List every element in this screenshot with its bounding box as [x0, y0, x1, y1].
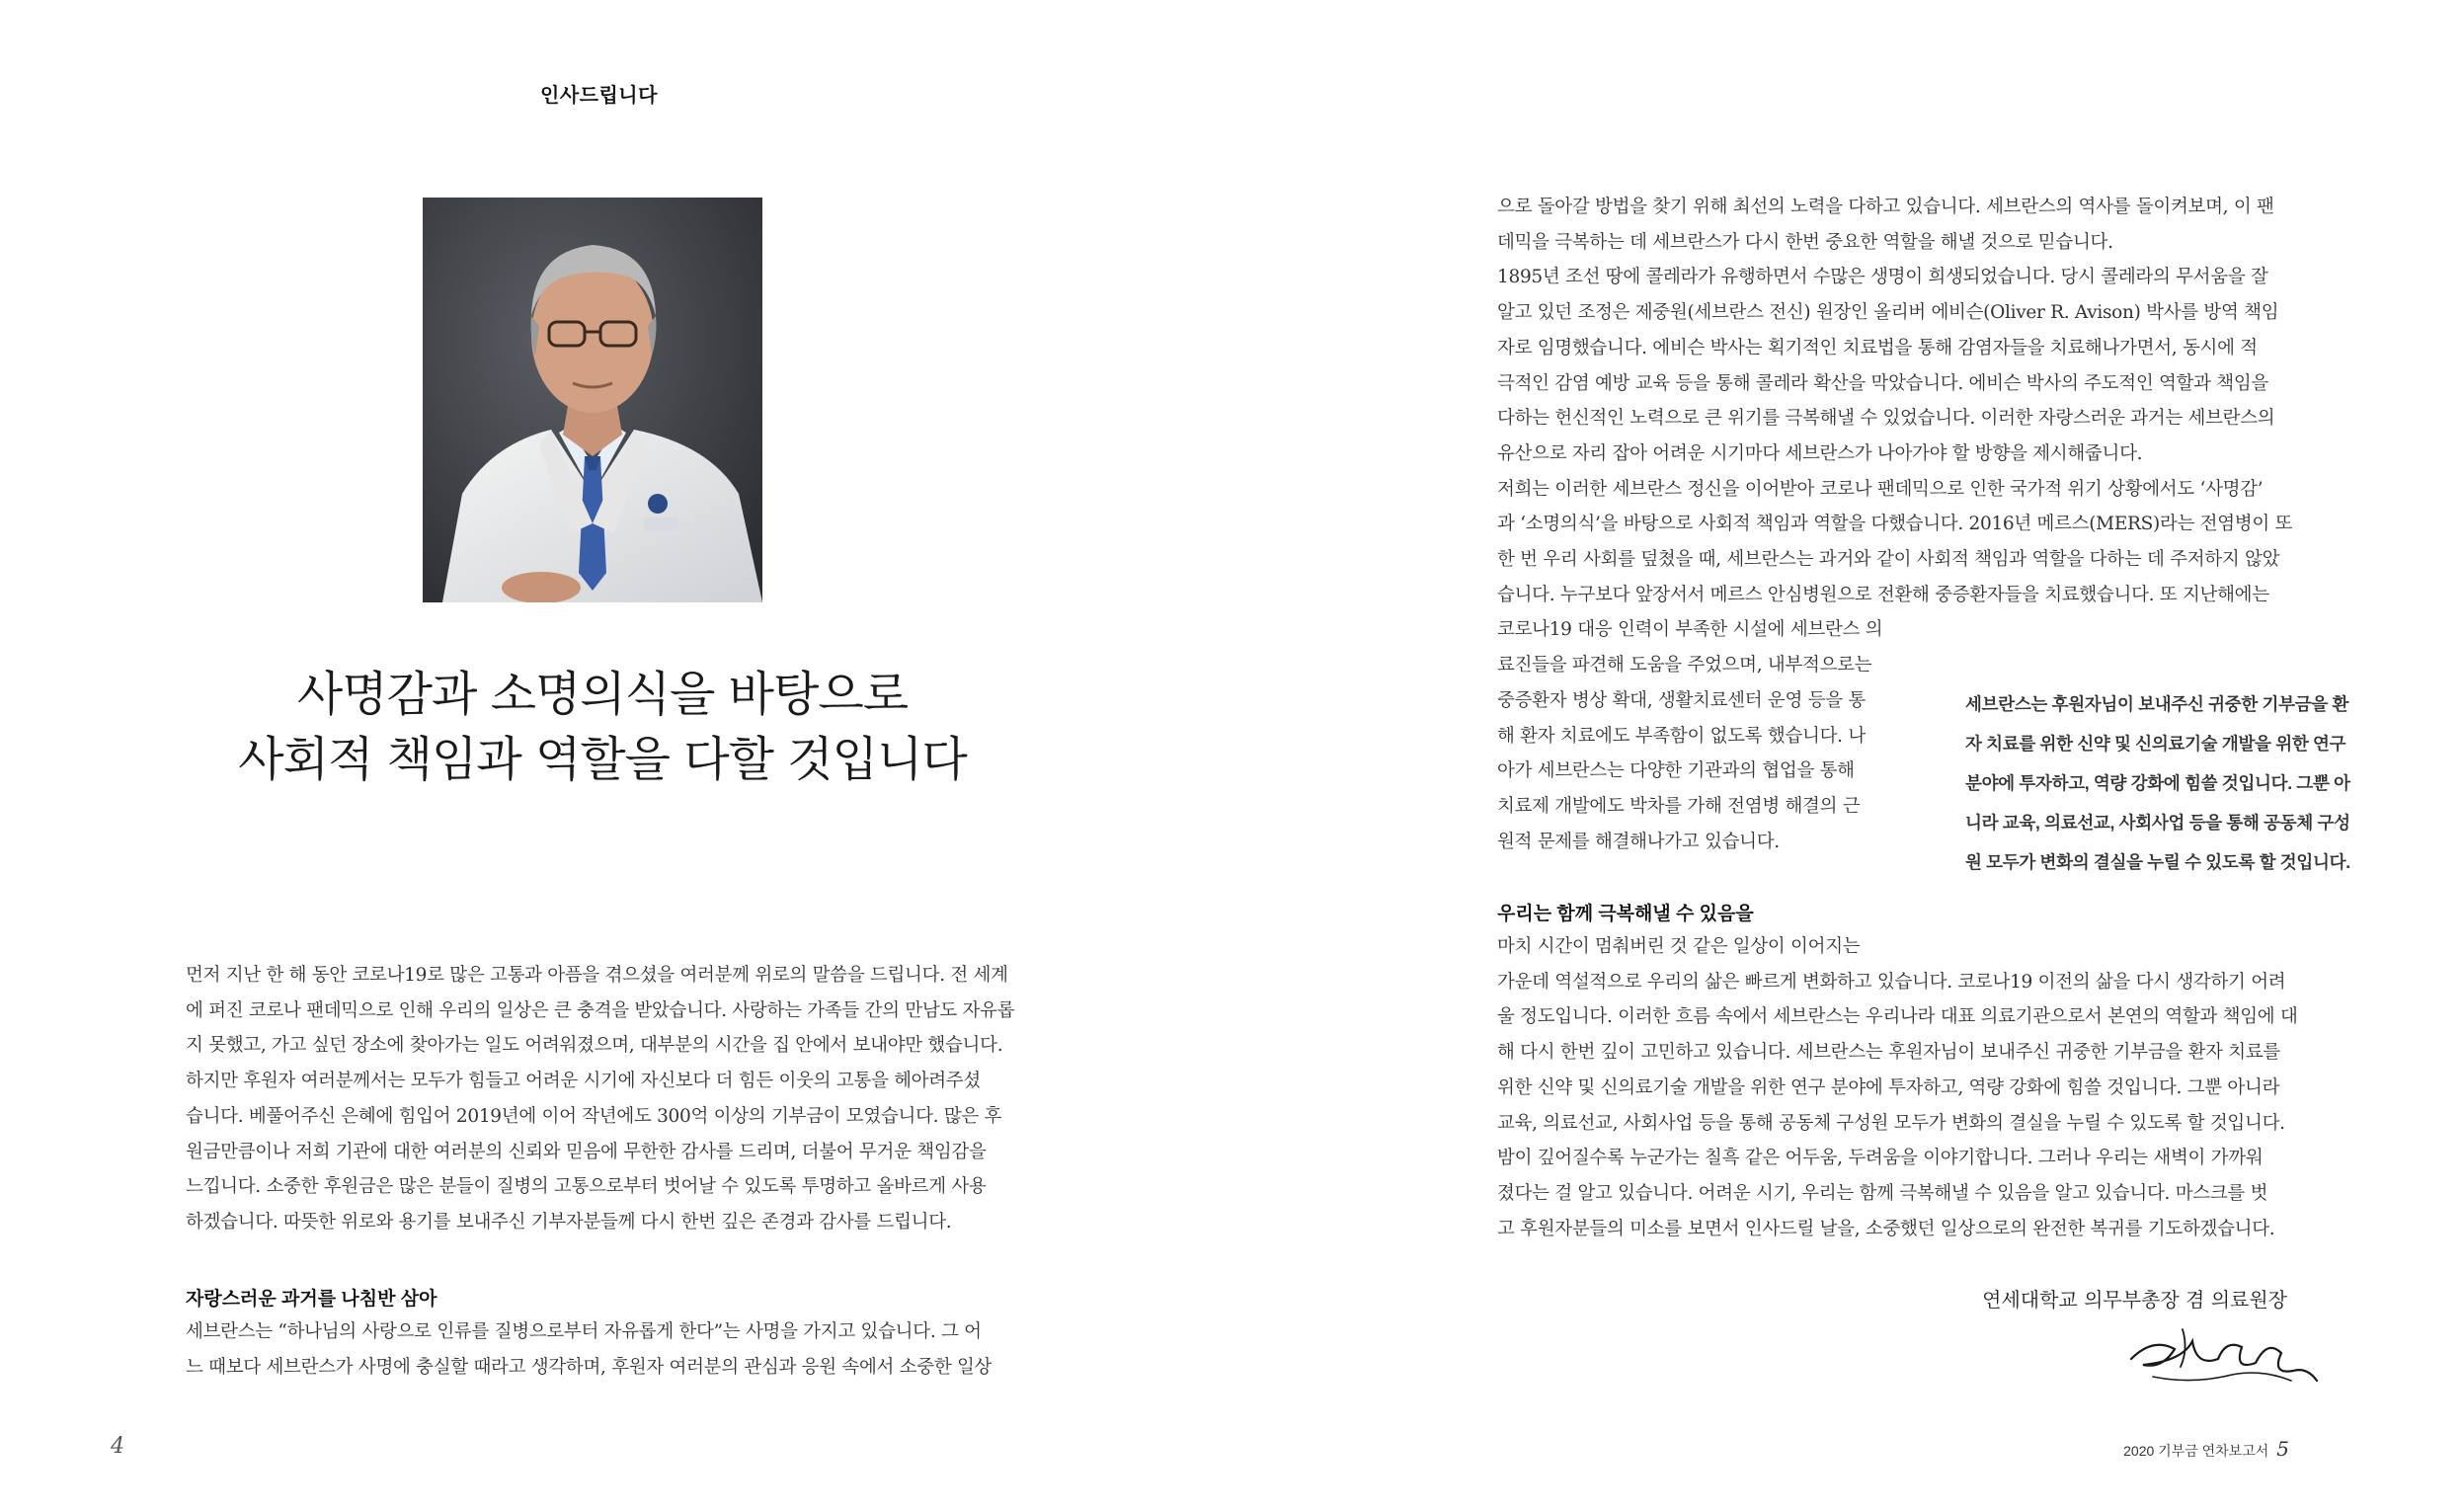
text-line: 으로 돌아갈 방법을 찾기 위해 최선의 노력을 다하고 있습니다. 세브란스의 역사를 돌이켜보며, 이 팬: [1497, 197, 2274, 217]
section-label: 인사드립니다: [540, 85, 658, 107]
pull-quote-line: 세브란스는 후원자님이 보내주신 귀중한 기부금을 환: [1965, 694, 2349, 714]
text-line: 유산으로 자리 잡아 어려운 시기마다 세브란스가 나아가야 할 방향을 제시해줍니다.: [1497, 442, 2143, 464]
text-line: 고 후원자분들의 미소를 보면서 인사드릴 날을, 소중했던 일상으로의 완전한 복귀를 기도하겠습니다.: [1497, 1218, 2275, 1239]
pull-quote-line: 자 치료를 위한 신약 및 신의료기술 개발을 위한 연구: [1965, 734, 2346, 754]
headline-line-1: 사명감과 소명의식을 바탕으로: [296, 667, 909, 722]
text-line: 과 ‘소명의식’을 바탕으로 사회적 책임과 역할을 다했습니다. 2016년 메르스(MERS)라는 전염병이 또: [1497, 514, 2293, 535]
text-line: 치료제 개발에도 박차를 가해 전염병 해결의 근: [1497, 795, 1861, 817]
signature: [2123, 1319, 2321, 1398]
signer-title: 연세대학교 의무부총장 겸 의료원장: [1982, 1288, 2287, 1312]
text-line: 가운데 역설적으로 우리의 삶은 빠르게 변화하고 있습니다. 코로나19 이전의 삶을 다시 생각하기 어려: [1497, 971, 2286, 993]
text-line: 졌다는 걸 알고 있습니다. 어려운 시기, 우리는 함께 극복해낼 수 있음을 알고 있습니다. 마스크를 벗: [1497, 1182, 2268, 1204]
pull-quote-line: 니라 교육, 의료선교, 사회사업 등을 통해 공동체 구성: [1965, 813, 2350, 833]
subheading-together: 우리는 함께 극복해낼 수 있음을: [1497, 904, 1754, 924]
text-line: 아가 세브란스는 다양한 기관과의 협업을 통해: [1497, 760, 1855, 782]
text-line: 1895년 조선 땅에 콜레라가 유행하면서 수많은 생명이 희생되었습니다. 당시 콜레라의 무서움을 잘: [1497, 267, 2268, 288]
text-line: 료진들을 파견해 도움을 주었으며, 내부적으로는: [1497, 655, 1872, 676]
footer-right: [2123, 1437, 2289, 1461]
signature-icon: [2123, 1319, 2321, 1398]
text-line: 해 다시 한번 깊이 고민하고 있습니다. 세브란스는 후원자님이 보내주신 귀중한 기부금을 환자 치료를: [1497, 1042, 2280, 1064]
text-line: 데믹을 극복하는 데 세브란스가 다시 한번 중요한 역할을 해낼 것으로 믿습니다.: [1497, 231, 2113, 253]
text-line: 알고 있던 조정은 제중원(세브란스 전신) 원장인 올리버 에비슨(Oliver R. Avison) 박사를 방역 책임: [1497, 302, 2279, 324]
closing-paragraph: [1497, 929, 2298, 1246]
text-line: 원금만큼이나 저희 기관에 대한 여러분의 신뢰와 믿음에 무한한 감사를 드리며, 더불어 무거운 책임감을: [186, 1141, 987, 1162]
text-line: 극적인 감염 예방 교육 등을 통해 콜레라 확산을 막았습니다. 에비슨 박사의 주도적인 역할과 책임을: [1497, 372, 2268, 394]
text-line: 원적 문제를 해결해나가고 있습니다.: [1497, 831, 1780, 852]
portrait-photo-icon: [423, 198, 762, 602]
text-line: 자로 임명했습니다. 에비슨 박사는 획기적인 치료법을 통해 감염자들을 치료해나가면서, 동시에 적: [1497, 337, 2258, 358]
text-line: 저희는 이러한 세브란스 정신을 이어받아 코로나 팬데믹으로 인한 국가적 위기 상황에서도 ‘사명감’: [1497, 478, 2264, 500]
subheading-past: 자랑스러운 과거를 나침반 삼아: [186, 1289, 437, 1310]
pull-quote-line: 분야에 투자하고, 역량 강화에 힘쓸 것입니다. 그뿐 아: [1965, 773, 2350, 793]
text-line: 마치 시간이 멈춰버린 것 같은 일상이 이어지는: [1497, 936, 1861, 957]
text-line: 하지만 후원자 여러분께서는 모두가 힘들고 어려운 시기에 자신보다 더 힘든 이웃의 고통을 헤아려주셨: [186, 1071, 981, 1092]
pull-quote: [1965, 684, 2350, 882]
text-line: 세브란스는 “하나님의 사랑으로 인류를 질병으로부터 자유롭게 한다”는 사명을 가지고 있습니다. 그 어: [186, 1321, 982, 1342]
text-line: 느 때보다 세브란스가 사명에 충실할 때라고 생각하며, 후원자 여러분의 관심과 응원 속에서 소중한 일상: [186, 1356, 993, 1378]
text-line: 교육, 의료선교, 사회사업 등을 통해 공동체 구성원 모두가 변화의 결실을 누릴 수 있도록 할 것입니다.: [1497, 1112, 2285, 1134]
text-line: 울 정도입니다. 이러한 흐름 속에서 세브란스는 우리나라 대표 의료기관으로서 본연의 역할과 책임에 대: [1497, 1006, 2298, 1028]
footer-title: 2020 기부금 연차보고서: [2123, 1443, 2269, 1459]
text-line: 느낍니다. 소중한 후원금은 많은 분들이 질병의 고통으로부터 벗어날 수 있도록 투명하고 올바르게 사용: [186, 1176, 987, 1198]
past-paragraph: [186, 1314, 992, 1385]
headline: [178, 662, 1027, 792]
text-line: 먼저 지난 한 해 동안 코로나19로 많은 고통과 아픔을 겪으셨을 여러분께 위로의 말씀을 드립니다. 전 세계: [186, 965, 1008, 986]
headline-line-2: 사회적 책임과 역할을 다할 것입니다: [238, 732, 967, 787]
text-line: 위한 신약 및 신의료기술 개발을 위한 연구 분야에 투자하고, 역량 강화에 힘쓸 것입니다. 그뿐 아니라: [1497, 1076, 2280, 1098]
page-number-right: 5: [2276, 1437, 2289, 1461]
text-line: 중증환자 병상 확대, 생활치료센터 운영 등을 통: [1497, 689, 1866, 711]
text-line: 해 환자 치료에도 부족함이 없도록 했습니다. 나: [1497, 725, 1866, 747]
text-line: 습니다. 누구보다 앞장서서 메르스 안심병원으로 전환해 중증환자들을 치료했습니다. 또 지난해에는: [1497, 584, 2269, 605]
text-line: 에 퍼진 코로나 팬데믹으로 인해 우리의 일상은 큰 충격을 받았습니다. 사랑하는 가족들 간의 만남도 자유롭: [186, 999, 1015, 1021]
text-line: 지 못했고, 가고 싶던 장소에 찾아가는 일도 어려워졌으며, 대부분의 시간을 집 안에서 보내야만 했습니다.: [186, 1035, 1003, 1057]
text-line: 하겠습니다. 따뜻한 위로와 용기를 보내주신 기부자분들께 다시 한번 깊은 존경과 감사를 드립니다.: [186, 1211, 952, 1233]
text-line: 밤이 깊어질수록 누군가는 칠흑 같은 어두움, 두려움을 이야기합니다. 그러나 우리는 새벽이 가까워: [1497, 1148, 2264, 1169]
pull-quote-line: 원 모두가 변화의 결실을 누릴 수 있도록 할 것입니다.: [1965, 852, 2350, 872]
text-line: 한 번 우리 사회를 덮쳤을 때, 세브란스는 과거와 같이 사회적 책임과 역할을 다하는 데 주저하지 않았: [1497, 549, 2280, 571]
portrait-photo: [423, 198, 762, 602]
page-number-left: 4: [111, 1434, 124, 1459]
intro-paragraph: [186, 958, 1014, 1240]
text-line: 습니다. 베풀어주신 은혜에 힘입어 2019년에 이어 작년에도 300억 이상의 기부금이 모였습니다. 많은 후: [186, 1105, 1002, 1127]
text-line: 다하는 헌신적인 노력으로 큰 위기를 극복해낼 수 있었습니다. 이러한 자랑스러운 과거는 세브란스의: [1497, 408, 2275, 430]
text-line: 코로나19 대응 인력이 부족한 시설에 세브란스 의: [1497, 619, 1883, 641]
